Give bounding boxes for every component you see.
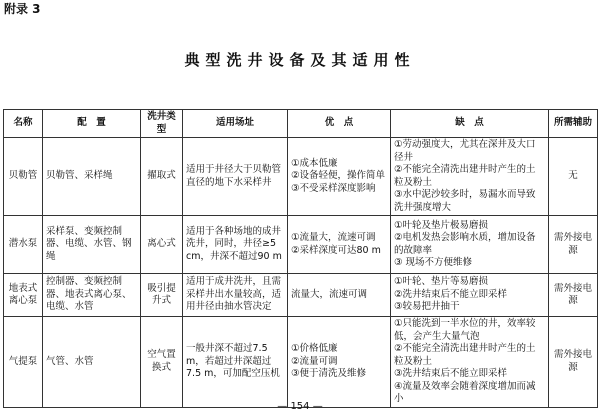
applicable-site: 适用于各种场地的成井洗井，同时，井径≥5 cm，井深不超过90 m [183, 216, 288, 274]
advantages [288, 317, 391, 408]
applicable-site: 适用于井径大于贝勒管直径的地下水采样井 [183, 138, 288, 216]
advantages [288, 274, 391, 317]
table-row [4, 274, 598, 317]
washing-type: 吸引提升式 [141, 274, 183, 317]
list-item: ②流量可调 [291, 355, 338, 367]
appendix-label: 附录 3 [4, 2, 41, 16]
page-number: — 154 — [277, 401, 323, 412]
header-config: 配 置 [43, 110, 141, 138]
list-item: ③ 现场不方便维修 [394, 257, 473, 268]
applicable-site: 一般井深不超过7.5 m，若超过井深超过7.5 m，可加配空压机 [183, 317, 288, 408]
header-type: 洗井类型 [141, 110, 183, 138]
list-item: ③不受采样深度影响 [291, 182, 376, 194]
auxiliary-required: 无 [549, 138, 598, 216]
disadvantages [391, 274, 549, 317]
list-item: ③便于清洗及维修 [291, 368, 367, 379]
list-item: ①叶轮及垫片极易磨损 [394, 219, 489, 231]
applicable-site: 适用于成井洗井，且需采样井出水量较高，适用井径由抽水管决定 [183, 274, 288, 317]
auxiliary-required: 需外接电源 [549, 317, 598, 408]
header-disadvantages: 缺 点 [391, 110, 549, 138]
list-item: ③洗井结束后不能立即采样 [394, 368, 508, 379]
list-item: ①叶轮、垫片等易磨损 [394, 276, 489, 288]
washing-type: 空气置换式 [141, 317, 183, 408]
list-item: ①流量大，流速可调 [291, 232, 376, 243]
configuration: 气管、水管 [43, 317, 141, 408]
header-name: 名称 [4, 110, 43, 138]
auxiliary-required: 需外接电源 [549, 274, 598, 317]
equipment-name: 贝勒管 [4, 138, 43, 216]
table-header-row [4, 110, 598, 138]
list-item: ③较易把井抽干 [394, 301, 460, 313]
list-item: ①只能洗到一半水位的井，效率较低，会产生大量气泡 [394, 318, 536, 342]
configuration: 贝勒管、采样绳 [43, 138, 141, 216]
table-row [4, 138, 598, 216]
washing-type: 离心式 [141, 216, 183, 274]
washing-type: 擢取式 [141, 138, 183, 216]
list-item: ②设备轻便，操作简单 [291, 170, 386, 182]
header-advantages: 优 点 [288, 110, 391, 138]
table-row [4, 216, 598, 274]
list-item: ①劳动强度大，尤其在深井及大口径井 [394, 139, 536, 163]
table-row [4, 317, 598, 408]
advantages [288, 216, 391, 274]
disadvantages [391, 317, 549, 408]
configuration: 控制器、变频控制器、地表式离心泵、电缆、水管 [43, 274, 141, 317]
list-item: ②电机发热会影响水质，增加设备的故障率 [394, 232, 536, 256]
list-item: ②不能完全清洗出建井时产生的土粒及粉土 [394, 164, 536, 188]
disadvantages [391, 138, 549, 216]
list-item: ①成本低廉 [291, 157, 338, 169]
well-washing-equipment-table [3, 109, 598, 408]
equipment-name: 地表式离心泵 [4, 274, 43, 317]
list-item: ②采样深度可达80 m [291, 244, 381, 256]
equipment-name: 气提泵 [4, 317, 43, 408]
list-item: 流量大，流速可调 [291, 288, 368, 300]
list-item: ③水中泥沙较多时，易漏水而导致洗井强度增大 [394, 189, 536, 213]
configuration: 采样泵、变频控制器、电缆、水管、钢绳 [43, 216, 141, 274]
header-site: 适用场址 [183, 110, 288, 138]
list-item: ④流量及效率会随着深度增加而减小 [394, 380, 536, 404]
equipment-name: 潜水泵 [4, 216, 43, 274]
list-item: ②洗井结束后不能立即采样 [394, 288, 508, 300]
disadvantages [391, 216, 549, 274]
list-item: ①价格低廉 [291, 343, 338, 354]
auxiliary-required: 需外接电源 [549, 216, 598, 274]
header-aux: 所需辅助 [549, 110, 598, 138]
advantages [288, 138, 391, 216]
list-item: ②不能完全清洗出建井时产生的土粒及粉土 [394, 343, 536, 367]
page-title: 典型洗井设备及其适用性 [184, 51, 416, 69]
